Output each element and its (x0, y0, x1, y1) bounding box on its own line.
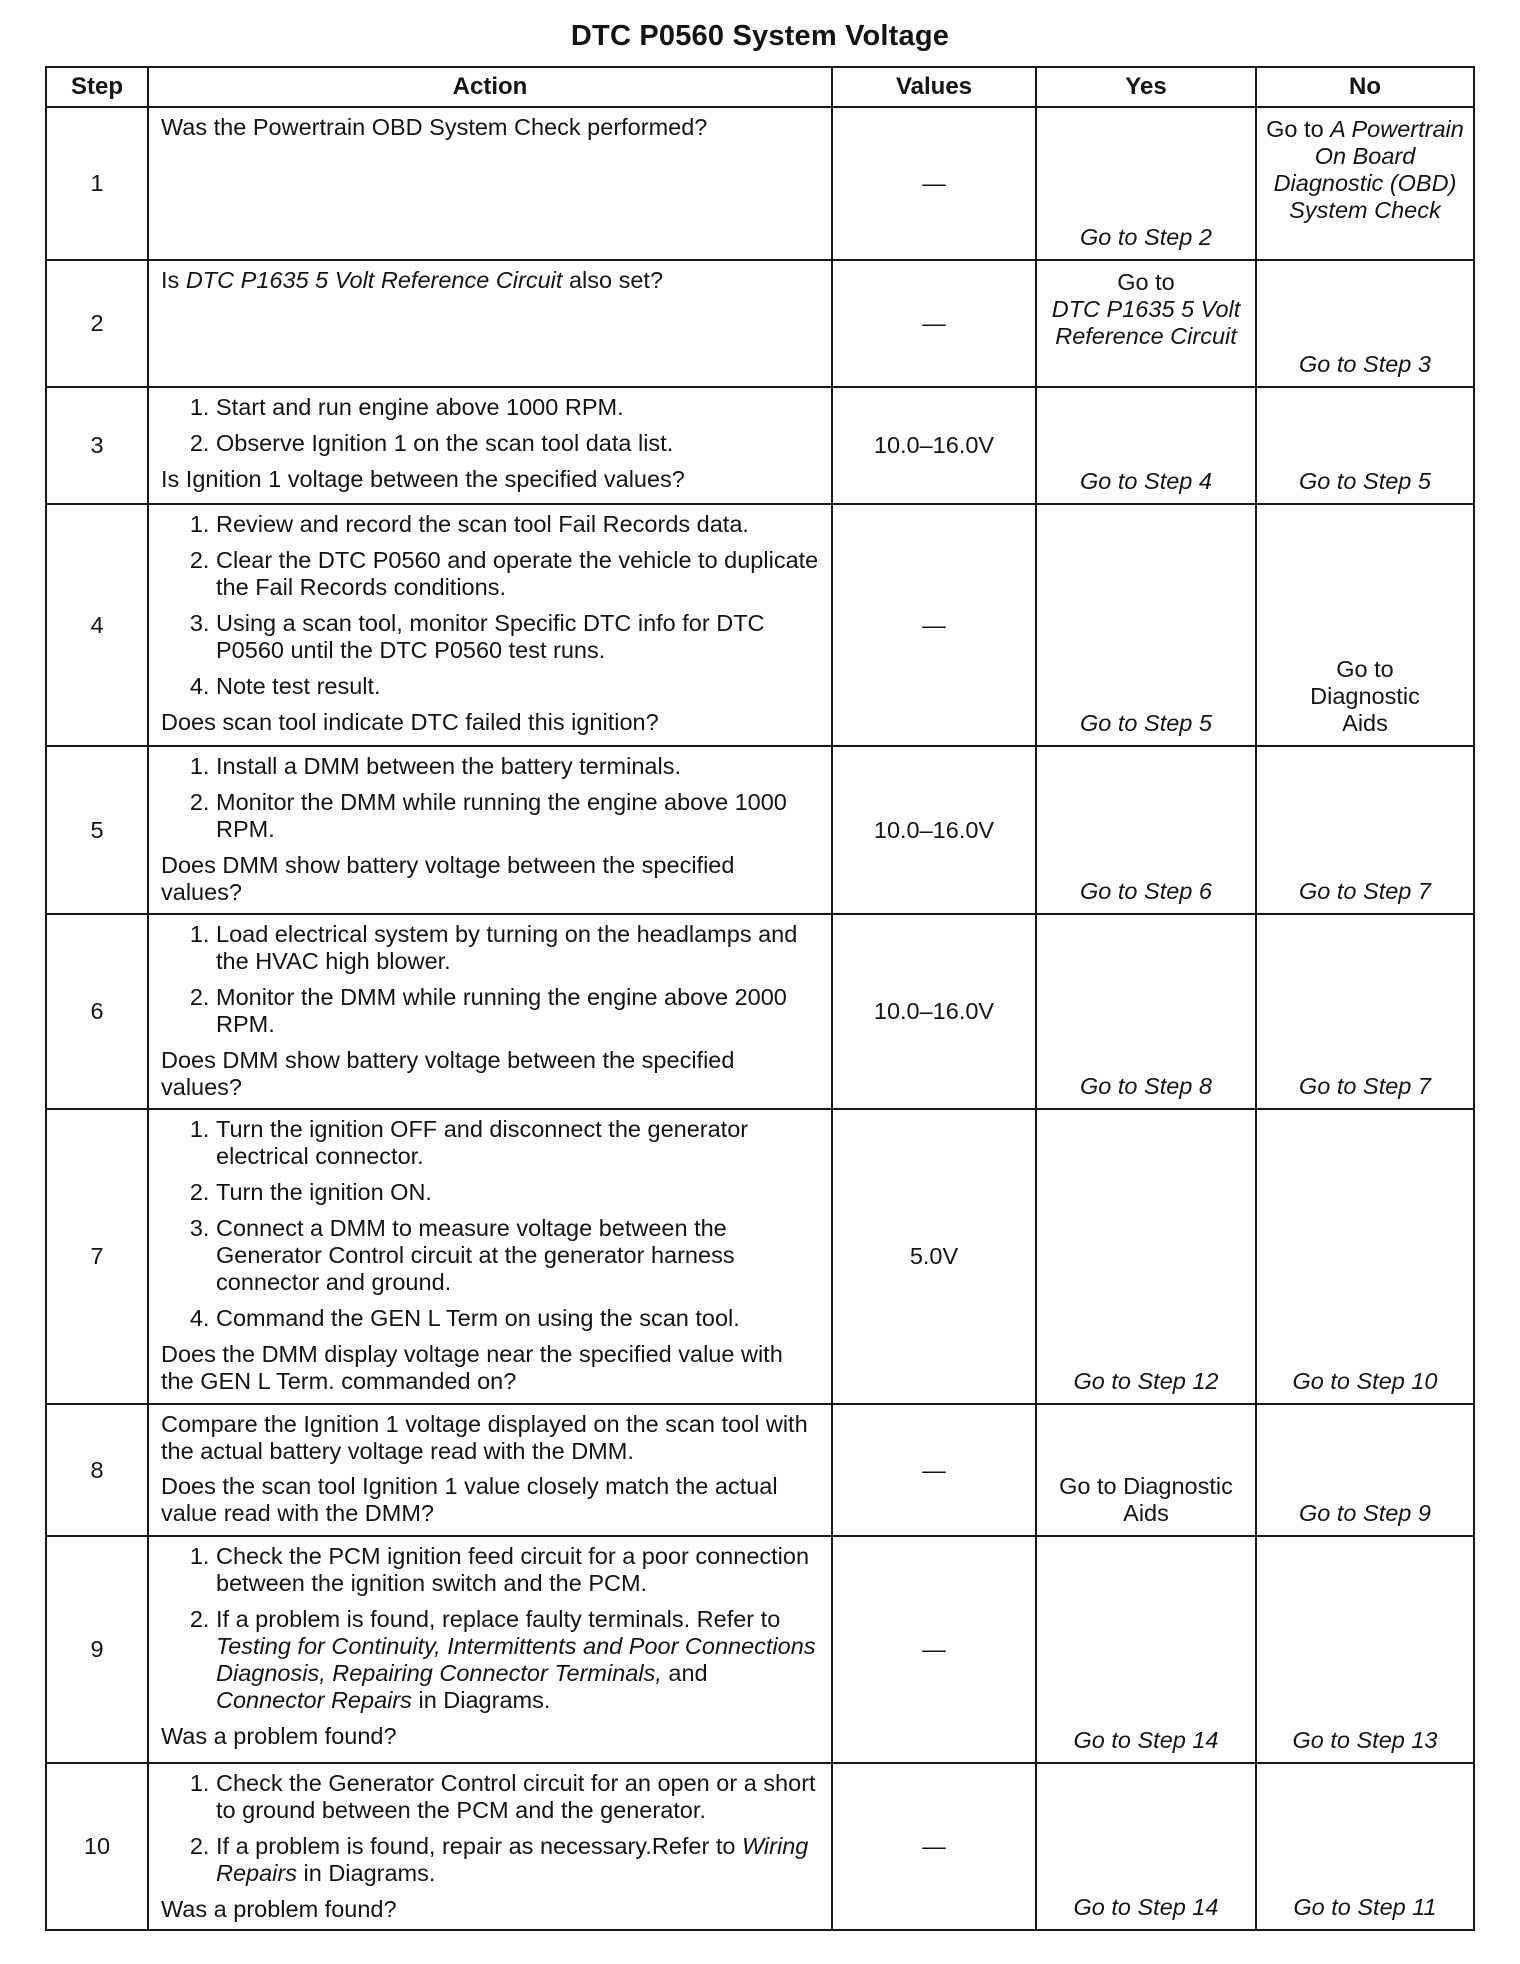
table-row (46, 746, 1474, 914)
no-cell: Go to Diagnostic Aids (1256, 504, 1474, 746)
yes-cell: Go to Step 14 (1036, 1536, 1256, 1763)
action-steps (161, 1116, 819, 1332)
step-number: 5 (46, 746, 148, 914)
no-cell (1256, 107, 1474, 260)
step-number: 4 (46, 504, 148, 746)
action-steps (161, 1770, 819, 1887)
action-cell (148, 107, 832, 260)
action-steps (161, 753, 819, 843)
action-step: 4. Note test result. (216, 673, 819, 700)
step-number: 3 (46, 387, 148, 504)
yes-cell: Go to Step 8 (1036, 914, 1256, 1109)
header-values: Values (832, 67, 1036, 107)
action-step (216, 1606, 819, 1714)
reference-link-text: Wiring Repairs (216, 1833, 809, 1886)
action-step: 3. Connect a DMM to measure voltage between the Generator Control circuit at the generator harness connector and ground. (216, 1215, 819, 1296)
step-text: If a problem is found, repair as necessary.Refer to (216, 1833, 736, 1859)
value-cell: — (832, 1404, 1036, 1536)
action-step: 1. Start and run engine above 1000 RPM. (216, 394, 819, 421)
action-step: 4. Command the GEN L Term on using the scan tool. (216, 1305, 819, 1332)
step-number: 10 (46, 1763, 148, 1930)
action-cell (148, 504, 832, 746)
step-number: 7 (46, 1109, 148, 1404)
table-row (46, 1536, 1474, 1763)
action-cell (148, 746, 832, 914)
action-cell (148, 914, 832, 1109)
action-step: 2. Clear the DTC P0560 and operate the vehicle to duplicate the Fail Records conditions. (216, 547, 819, 601)
no-cell: Go to Step 13 (1256, 1536, 1474, 1763)
value-cell: 10.0–16.0V (832, 746, 1036, 914)
action-steps (161, 921, 819, 1038)
action-cell (148, 1763, 832, 1930)
action-step: 1. Review and record the scan tool Fail Records data. (216, 511, 819, 538)
action-step: 1. Check the PCM ignition feed circuit for a poor connection between the ignition switch and the PCM. (216, 1543, 819, 1597)
no-cell: Go to Step 10 (1256, 1109, 1474, 1404)
action-step: 1. Install a DMM between the battery terminals. (216, 753, 819, 780)
diagnostic-table (45, 66, 1475, 1931)
table-row (46, 387, 1474, 504)
no-cell: Go to Step 7 (1256, 914, 1474, 1109)
yes-cell: Go to Step 14 (1036, 1763, 1256, 1930)
action-question (161, 267, 819, 294)
step-text: in Diagrams. (418, 1687, 551, 1713)
step-number: 6 (46, 914, 148, 1109)
action-cell (148, 260, 832, 387)
header-action: Action (148, 67, 832, 107)
action-steps (161, 511, 819, 700)
action-step: 2. Monitor the DMM while running the engine above 2000 RPM. (216, 984, 819, 1038)
header-step: Step (46, 67, 148, 107)
action-cell (148, 1536, 832, 1763)
value-cell: 5.0V (832, 1109, 1036, 1404)
header-yes: Yes (1036, 67, 1256, 107)
action-question: Was a problem found? (161, 1723, 397, 1749)
step-number: 1 (46, 107, 148, 260)
action-cell (148, 1404, 832, 1536)
action-step: 1. Load electrical system by turning on the headlamps and the HVAC high blower. (216, 921, 819, 975)
question-prefix: Is (161, 267, 180, 293)
no-cell: Go to Step 7 (1256, 746, 1474, 914)
value-cell: 10.0–16.0V (832, 914, 1036, 1109)
step-text: in Diagrams. (303, 1860, 436, 1886)
action-steps (161, 1543, 819, 1714)
page-title: DTC P0560 System Voltage (570, 20, 950, 52)
table-row (46, 107, 1474, 260)
step-number: 2 (46, 260, 148, 387)
step-text: If a problem is found, replace faulty terminals. Refer to (216, 1606, 781, 1632)
step-text: and (668, 1660, 708, 1686)
action-step: 3. Using a scan tool, monitor Specific DTC info for DTC P0560 until the DTC P0560 test runs. (216, 610, 819, 664)
action-paragraph: Compare the Ignition 1 voltage displayed on the scan tool with the actual battery voltage read with the DMM. (161, 1411, 808, 1464)
no-cell: Go to Step 11 (1256, 1763, 1474, 1930)
action-question: Does scan tool indicate DTC failed this ignition? (161, 709, 659, 735)
yes-cell: Go to Step 6 (1036, 746, 1256, 914)
yes-prefix: Go to (1117, 269, 1175, 295)
reference-link-text: Connector Repairs (216, 1687, 412, 1713)
value-cell: — (832, 107, 1036, 260)
action-step (216, 1833, 819, 1887)
action-step: 1. Turn the ignition OFF and disconnect the generator electrical connector. (216, 1116, 819, 1170)
yes-cell: Go to Step 5 (1036, 504, 1256, 746)
action-cell (148, 387, 832, 504)
action-question: Does DMM show battery voltage between the specified values? (161, 852, 735, 905)
action-question: Does DMM show battery voltage between the specified values? (161, 1047, 735, 1100)
value-cell: — (832, 1763, 1036, 1930)
value-cell: 10.0–16.0V (832, 387, 1036, 504)
table-row (46, 1404, 1474, 1536)
header-no: No (1256, 67, 1474, 107)
question-italic: DTC P1635 5 Volt Reference Circuit (185, 267, 563, 293)
action-question: Does the scan tool Ignition 1 value closely match the actual value read with the DMM? (161, 1473, 778, 1526)
no-cell: Go to Step 9 (1256, 1404, 1474, 1536)
action-step: 2. Turn the ignition ON. (216, 1179, 819, 1206)
action-step: 2. Monitor the DMM while running the engine above 1000 RPM. (216, 789, 819, 843)
value-cell: — (832, 504, 1036, 746)
table-row (46, 260, 1474, 387)
reference-link-text: Testing for Continuity, Intermittents and Poor Connections Diagnosis, Repairing Connector Terminals, (216, 1633, 816, 1686)
value-cell: — (832, 260, 1036, 387)
action-step: 2. Observe Ignition 1 on the scan tool data list. (216, 430, 819, 457)
table-row (46, 504, 1474, 746)
no-cell: Go to Step 5 (1256, 387, 1474, 504)
table-row (46, 1763, 1474, 1930)
yes-cell: Go to Step 12 (1036, 1109, 1256, 1404)
action-question: Is Ignition 1 voltage between the specified values? (161, 466, 685, 492)
yes-cell: Go to Diagnostic Aids (1036, 1404, 1256, 1536)
action-question: Does the DMM display voltage near the specified value with the GEN L Term. commanded on? (161, 1341, 783, 1394)
no-prefix: Go to (1266, 116, 1324, 142)
yes-link-text: DTC P1635 5 Volt Reference Circuit (1051, 296, 1241, 349)
action-question: Was the Powertrain OBD System Check performed? (161, 114, 708, 140)
yes-cell (1036, 260, 1256, 387)
table-row (46, 1109, 1474, 1404)
header-row (46, 67, 1474, 107)
action-steps (161, 394, 819, 457)
table-row (46, 914, 1474, 1109)
no-cell: Go to Step 3 (1256, 260, 1474, 387)
yes-cell: Go to Step 4 (1036, 387, 1256, 504)
question-suffix: also set? (568, 267, 664, 293)
action-question: Was a problem found? (161, 1896, 397, 1922)
yes-cell: Go to Step 2 (1036, 107, 1256, 260)
step-number: 9 (46, 1536, 148, 1763)
step-number: 8 (46, 1404, 148, 1536)
value-cell: — (832, 1536, 1036, 1763)
action-cell (148, 1109, 832, 1404)
no-link-text: A Powertrain On Board Diagnostic (OBD) System Check (1273, 116, 1464, 223)
action-step: 1. Check the Generator Control circuit for an open or a short to ground between the PCM and the generator. (216, 1770, 819, 1824)
